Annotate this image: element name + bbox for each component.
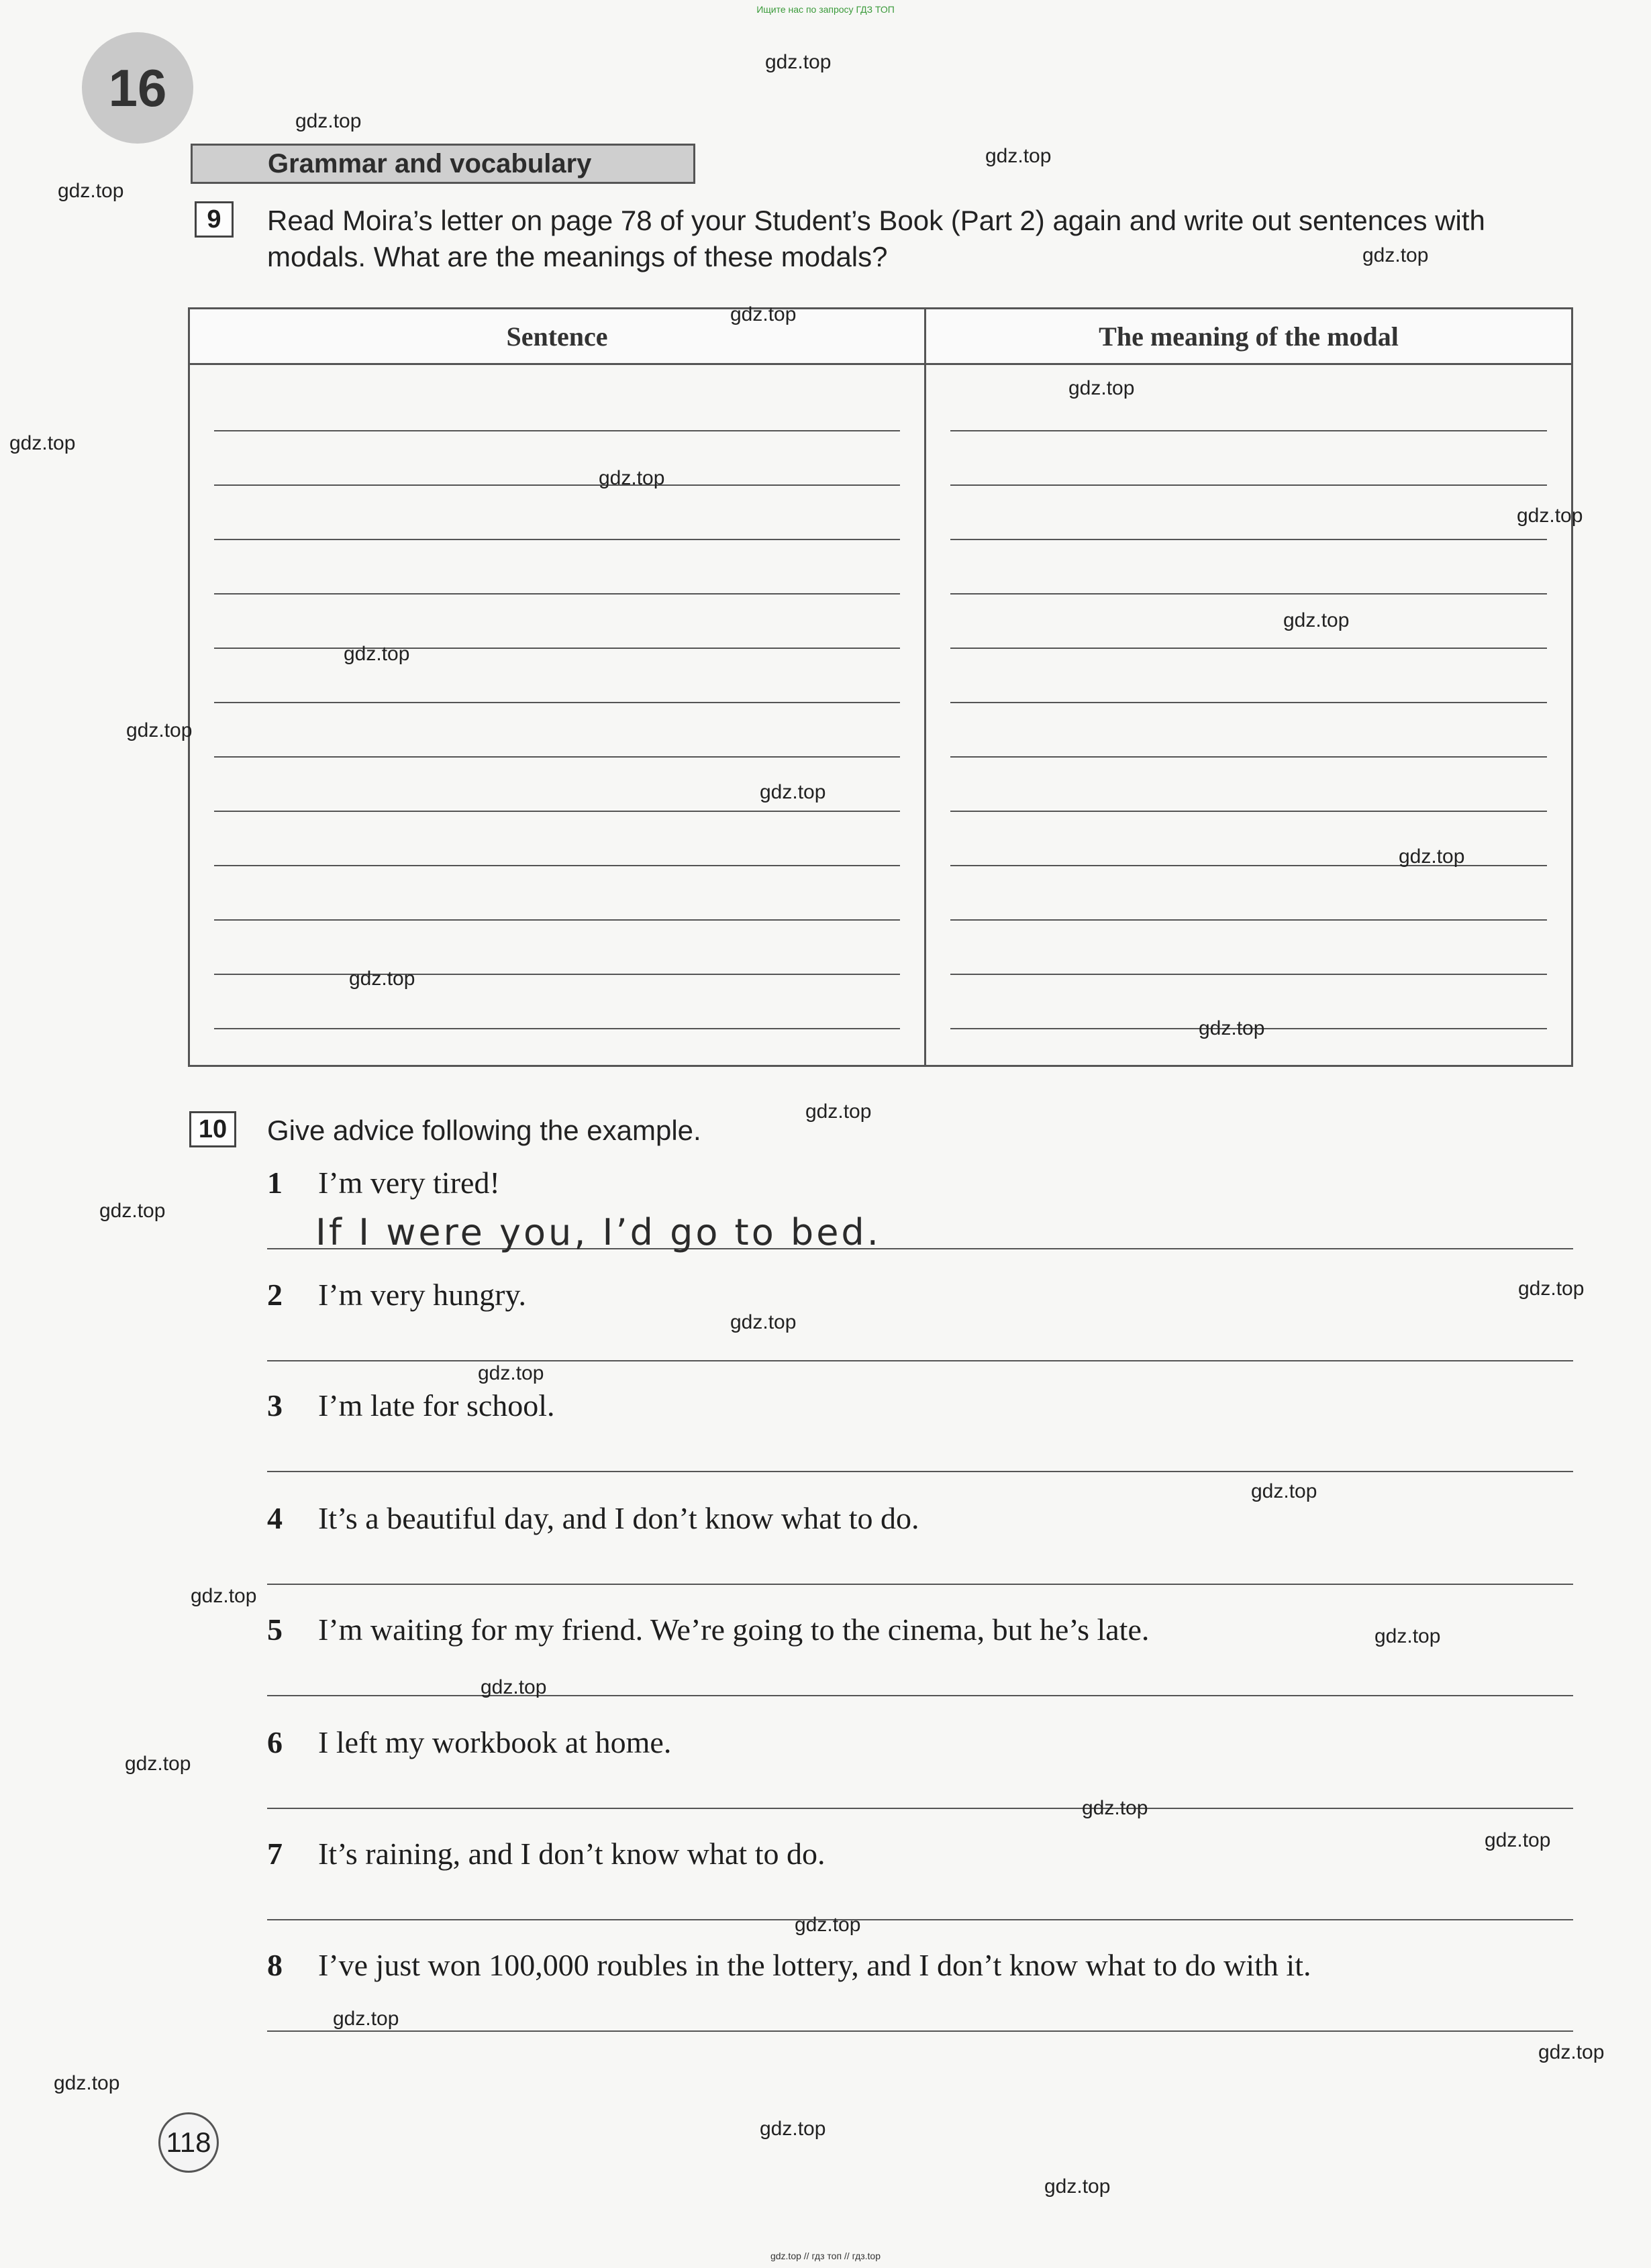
watermark: gdz.top — [333, 2008, 399, 2030]
section-title: Grammar and vocabulary — [191, 144, 695, 184]
answer-line[interactable] — [267, 1325, 1573, 1361]
watermark: gdz.top — [599, 467, 665, 489]
answer-line[interactable] — [214, 540, 900, 595]
item-number: 4 — [267, 1501, 283, 1535]
watermark: gdz.top — [1251, 1480, 1317, 1502]
answer-line[interactable] — [267, 1996, 1573, 2032]
answer-line[interactable] — [267, 1660, 1573, 1696]
answer-line[interactable] — [267, 1211, 1573, 1253]
watermark: gdz.top — [760, 781, 826, 803]
answer-line[interactable] — [950, 649, 1547, 703]
answer-line[interactable] — [267, 1884, 1573, 1920]
watermark: gdz.top — [1082, 1797, 1148, 1819]
watermark: gdz.top — [760, 2118, 826, 2140]
answer-line[interactable] — [214, 921, 900, 975]
watermark: gdz.top — [126, 719, 193, 741]
advice-item-7 — [267, 1836, 1573, 1926]
page-number: 118 — [158, 2112, 219, 2173]
advice-item-4 — [267, 1500, 1573, 1590]
advice-item-1 — [267, 1165, 1573, 1255]
answer-line[interactable] — [950, 540, 1547, 595]
watermark: gdz.top — [1374, 1625, 1441, 1647]
item-prompt: I’m waiting for my friend. We’re going to the cinema, but he’s late. — [318, 1612, 1150, 1647]
answer-line[interactable] — [950, 431, 1547, 486]
watermark: gdz.top — [54, 2072, 120, 2094]
exercise-9-instruction: Read Moira’s letter on page 78 of your Student’s Book (Part 2) again and write out sentences with modals. What are the meanings of these modals? — [267, 205, 1485, 272]
watermark: gdz.top — [478, 1362, 544, 1384]
watermark: gdz.top — [730, 1311, 797, 1333]
watermark: gdz.top — [481, 1676, 547, 1698]
item-prompt: It’s raining, and I don’t know what to do. — [318, 1837, 826, 1871]
watermark: gdz.top — [1518, 1278, 1585, 1300]
top-site-link[interactable]: Ищите нас по запросу ГДЗ ТОП — [756, 4, 895, 15]
watermark: gdz.top — [1485, 1829, 1551, 1851]
watermark: gdz.top — [1538, 2041, 1605, 2063]
watermark: gdz.top — [349, 968, 415, 990]
exercise-10-instruction: Give advice following the example. — [267, 1115, 701, 1146]
item-number: 3 — [267, 1388, 283, 1423]
watermark: gdz.top — [730, 303, 797, 325]
meaning-column-answers[interactable] — [925, 364, 1572, 1066]
handwritten-example-answer: If I were you, I’d go to bed. — [315, 1211, 881, 1253]
answer-line[interactable] — [950, 703, 1547, 758]
answer-line[interactable] — [267, 1549, 1573, 1585]
column-header-meaning: The meaning of the modal — [925, 309, 1572, 364]
watermark: gdz.top — [805, 1100, 872, 1123]
advice-item-6 — [267, 1724, 1573, 1814]
item-prompt: I left my workbook at home. — [318, 1725, 672, 1759]
answer-line[interactable] — [214, 431, 900, 486]
modals-table — [188, 307, 1573, 1067]
answer-line[interactable] — [214, 812, 900, 866]
item-number: 1 — [267, 1166, 283, 1200]
exercise-10-number: 10 — [189, 1111, 236, 1147]
watermark: gdz.top — [58, 180, 124, 202]
item-number: 8 — [267, 1948, 283, 1982]
watermark: gdz.top — [1399, 845, 1465, 868]
item-number: 7 — [267, 1837, 283, 1871]
answer-line[interactable] — [950, 377, 1547, 431]
watermark: gdz.top — [1517, 505, 1583, 527]
answer-line[interactable] — [214, 486, 900, 540]
watermark: gdz.top — [1044, 2175, 1111, 2198]
watermark: gdz.top — [985, 145, 1052, 167]
unit-number-badge: 16 — [82, 32, 193, 144]
answer-line[interactable] — [214, 703, 900, 758]
answer-line[interactable] — [214, 595, 900, 649]
answer-line[interactable] — [950, 866, 1547, 921]
sentence-column-answers[interactable] — [189, 364, 925, 1066]
advice-item-8 — [267, 1947, 1573, 2037]
watermark: gdz.top — [1362, 244, 1429, 266]
watermark: gdz.top — [765, 51, 832, 73]
item-prompt: I’m very hungry. — [318, 1278, 526, 1312]
watermark: gdz.top — [125, 1753, 191, 1775]
advice-item-3 — [267, 1388, 1573, 1478]
item-number: 2 — [267, 1278, 283, 1312]
watermark: gdz.top — [1199, 1017, 1265, 1039]
watermark: gdz.top — [295, 110, 362, 132]
watermark: gdz.top — [99, 1200, 166, 1222]
item-prompt: I’ve just won 100,000 roubles in the lottery, and I don’t know what to do with it. — [318, 1948, 1311, 1982]
answer-line[interactable] — [950, 486, 1547, 540]
bottom-site-links[interactable]: gdz.top // гдз топ // гдз.top — [770, 2251, 881, 2261]
item-number: 5 — [267, 1612, 283, 1647]
answer-line[interactable] — [950, 758, 1547, 812]
answer-line[interactable] — [214, 377, 900, 431]
watermark: gdz.top — [1068, 377, 1135, 399]
item-prompt: It’s a beautiful day, and I don’t know what to do. — [318, 1501, 919, 1535]
watermark: gdz.top — [9, 432, 76, 454]
answer-line[interactable] — [214, 866, 900, 921]
item-prompt: I’m very tired! — [318, 1166, 500, 1200]
answer-line[interactable] — [950, 595, 1547, 649]
item-prompt: I’m late for school. — [318, 1388, 555, 1423]
answer-line[interactable] — [214, 975, 900, 1029]
watermark: gdz.top — [1283, 609, 1350, 631]
answer-line[interactable] — [950, 921, 1547, 975]
answer-line[interactable] — [267, 1436, 1573, 1472]
watermark: gdz.top — [191, 1585, 257, 1607]
exercise-9-number: 9 — [195, 201, 234, 238]
watermark: gdz.top — [795, 1914, 861, 1936]
column-header-sentence: Sentence — [189, 309, 925, 364]
advice-item-2 — [267, 1277, 1573, 1367]
item-number: 6 — [267, 1725, 283, 1759]
answer-line[interactable] — [214, 649, 900, 703]
watermark: gdz.top — [344, 643, 410, 665]
answer-line[interactable] — [267, 1773, 1573, 1809]
